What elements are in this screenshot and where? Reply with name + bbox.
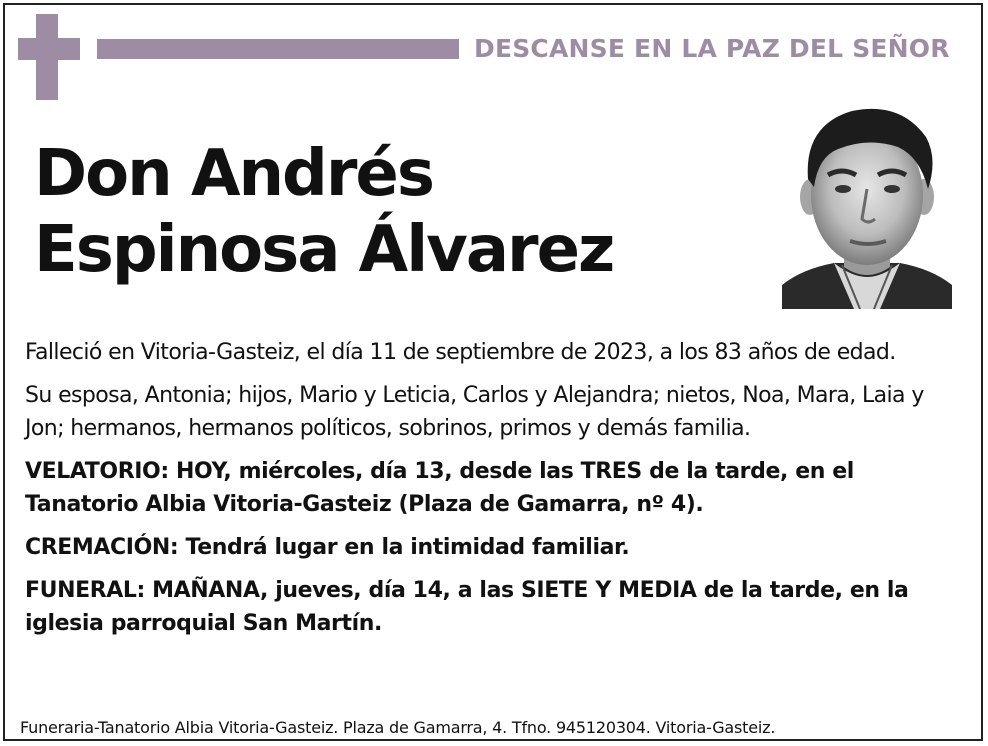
header-decorative-bar	[97, 39, 459, 59]
velatorio-paragraph: VELATORIO: HOY, miércoles, día 13, desde las TRES de la tarde, en el Tanatorio Albia Vitoria-Gasteiz (Plaza de Gamarra, nº 4).	[25, 459, 854, 517]
cremacion-paragraph: CREMACIÓN: Tendrá lugar en la intimidad familiar.	[25, 535, 630, 560]
family-paragraph: Su esposa, Antonia; hijos, Mario y Leticia, Carlos y Alejandra; nietos, Noa, Mara, Laia y Jon; hermanos, hermanos políticos, sobrinos, primos y demás familia.	[25, 383, 924, 441]
header-motto: DESCANSE EN LA PAZ DEL SEÑOR	[474, 34, 950, 63]
portrait-photo	[782, 97, 952, 309]
footer-funeral-home: Funeraria-Tanatorio Albia Vitoria-Gasteiz. Plaza de Gamarra, 4. Tfno. 945120304. Vitoria-Gasteiz.	[20, 718, 776, 737]
portrait-illustration	[782, 97, 952, 309]
funeral-paragraph: FUNERAL: MAÑANA, jueves, día 14, a las SIETE Y MEDIA de la tarde, en la iglesia parroquial San Martín.	[25, 578, 909, 636]
deceased-name-line1: Don Andrés	[34, 137, 433, 211]
cross-horizontal-bar	[18, 38, 80, 60]
death-notice-paragraph: Falleció en Vitoria-Gasteiz, el día 11 de septiembre de 2023, a los 83 años de edad.	[25, 340, 896, 365]
deceased-name	[34, 136, 613, 288]
deceased-name-line2: Espinosa Álvarez	[34, 213, 614, 287]
notice-body	[25, 336, 965, 650]
